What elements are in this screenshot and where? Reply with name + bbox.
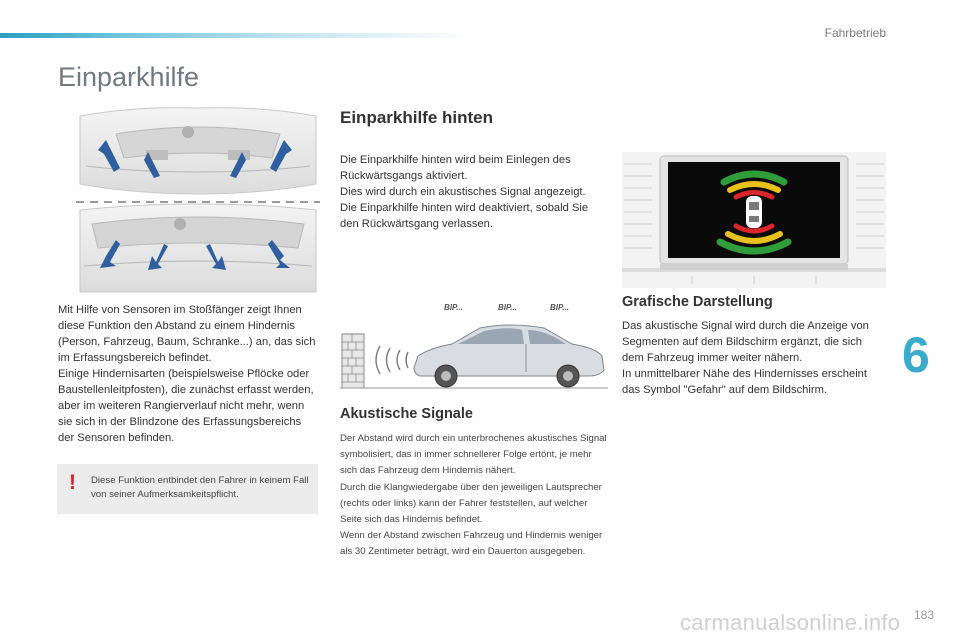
graphic-paragraph-2: In unmittelbarer Nähe des Hindernisses erscheint das Symbol "Gefahr" auf dem Bildschirm. <box>622 368 868 396</box>
graphic-text <box>622 318 886 398</box>
intro-text <box>58 302 320 446</box>
bip-label: BIP... <box>498 303 517 312</box>
acoustic-paragraph-1: Der Abstand wird durch ein unterbrochenes akustisches Signal symbolisiert, das in immer schnellerer Folge ertönt, je mehr sich das Fahrzeug dem Hindernis nähert. <box>340 433 607 477</box>
warning-exclamation-icon: ! <box>69 471 76 494</box>
rear-text <box>340 152 608 232</box>
car-side-icon <box>414 325 604 387</box>
watermark: carmanualsonline.info <box>680 610 901 635</box>
chapter-number: 6 <box>902 327 930 383</box>
warning-text: Diese Funktion entbindet den Fahrer in keinem Fall von seiner Aufmerksamkeitspflicht. <box>91 475 309 500</box>
acoustic-paragraph-3: Wenn der Abstand zwischen Fahrzeug und Hindernis weniger als 30 Zentimeter beträgt, wird ein Dauerton ausgegeben. <box>340 530 603 558</box>
section-label: Fahrbetrieb <box>824 26 886 40</box>
intro-paragraph-2: Einige Hindernisarten (beispielsweise Pflöcke oder Baustellenleitpfosten), die zunächst erfasst werden, aber im weiteren Rangierverlauf nicht mehr, wenn sie sich in der Blindzone des Erfassungsbereichs der Sensoren befinden. <box>58 368 314 444</box>
heading-graphic-display: Grafische Darstellung <box>622 294 773 310</box>
page-title: Einparkhilfe <box>58 62 200 92</box>
heading-acoustic-signals: Akustische Signale <box>340 406 473 422</box>
bumper-sensors-illustration <box>76 106 320 294</box>
bip-label: BIP... <box>444 303 463 312</box>
intro-paragraph-1: Mit Hilfe von Sensoren im Stoßfänger zeigt Ihnen diese Funktion den Abstand zu einem Hindernis (Person, Fahrzeug, Baum, Schranke...) an, das sich im Erfassungsbereich befindet. <box>58 304 316 364</box>
acoustic-text <box>340 431 610 561</box>
header-accent-bar <box>0 33 470 38</box>
brick-wall-icon <box>342 334 364 388</box>
page-number: 183 <box>914 608 935 622</box>
bip-label: BIP... <box>550 303 569 312</box>
parking-display-illustration <box>622 152 886 288</box>
rear-paragraph-1: Die Einparkhilfe hinten wird beim Einlegen des Rückwärtsgangs aktiviert. <box>340 154 571 182</box>
car-top-view-icon <box>746 196 762 228</box>
graphic-paragraph-1: Das akustische Signal wird durch die Anzeige von Segmenten auf dem Bildschirm ergänzt, die sich dem Fahrzeug immer weiter nähern. <box>622 320 869 364</box>
sound-waves-icon <box>376 346 408 374</box>
heading-rear-parking-aid: Einparkhilfe hinten <box>340 108 494 127</box>
rear-paragraph-2: Dies wird durch ein akustisches Signal angezeigt. <box>340 186 586 198</box>
rear-paragraph-3: Die Einparkhilfe hinten wird deaktiviert, sobald Sie den Rückwärtsgang verlassen. <box>340 202 589 230</box>
acoustic-paragraph-2: Durch die Klangwiedergabe über den jeweiligen Lautsprecher (rechts oder links) kann der Fahrer feststellen, auf welcher Seite sich das Hindernis befindet. <box>340 481 602 526</box>
reversing-car-illustration <box>340 298 608 390</box>
